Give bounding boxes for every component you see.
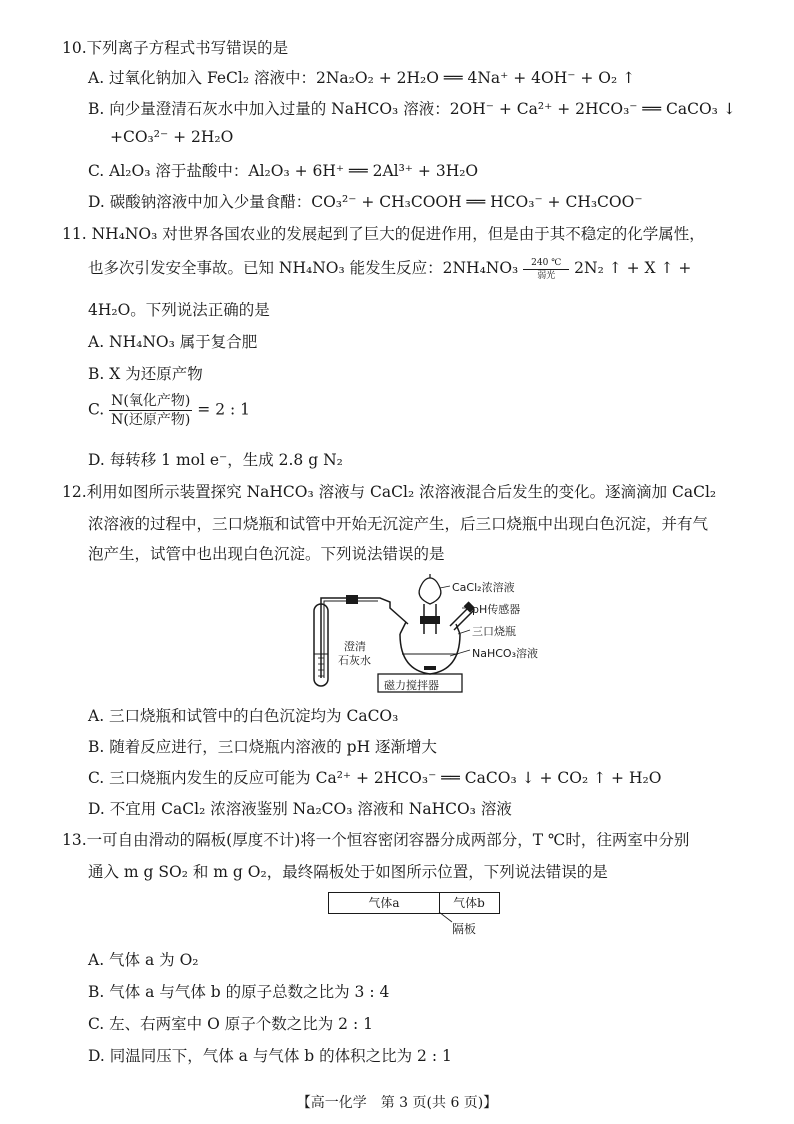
label-flask: 三口烧瓶 <box>472 625 516 638</box>
label-gas-a: 气体a <box>368 896 400 910</box>
q10-option-d: D. 碳酸钠溶液中加入少量食醋：CO₃²⁻ + CH₃COOH ══ HCO₃⁻ + CH₃COO⁻ <box>88 193 643 211</box>
q11-option-c <box>88 392 250 429</box>
q10-stem: 10.下列离子方程式书写错误的是 <box>62 39 289 57</box>
q10-option-b-cont: +CO₃²⁻ + 2H₂O <box>110 128 234 146</box>
q10-option-c: C. Al₂O₃ 溶于盐酸中：Al₂O₃ + 6H⁺ ══ 2Al³⁺ + 3H₂O <box>88 162 479 180</box>
container-figure <box>328 892 500 914</box>
q12-line2: 浓溶液的过程中，三口烧瓶和试管中开始无沉淀产生，后三口烧瓶中出现白色沉淀，并有气 <box>88 515 709 533</box>
arrow-condition-bottom: 弱光 <box>537 270 556 281</box>
q13-option-b: B. 气体 a 与气体 b 的原子总数之比为 3 : 4 <box>88 983 390 1001</box>
q11-option-d: D. 每转移 1 mol e⁻，生成 2.8 g N₂ <box>88 451 343 469</box>
label-gas-b: 气体b <box>453 896 485 910</box>
gas-a-chamber <box>329 893 440 913</box>
q12-option-a: A. 三口烧瓶和试管中的白色沉淀均为 CaCO₃ <box>88 707 399 725</box>
label-nahco3: NaHCO₃溶液 <box>472 647 538 660</box>
q11-line1: 11. NH₄NO₃ 对世界各国农业的发展起到了巨大的促进作用，但是由于其不稳定的化学属性， <box>62 225 705 243</box>
label-cacl2: CaCl₂浓溶液 <box>452 581 515 594</box>
label-limewater-2: 石灰水 <box>338 654 371 667</box>
q12-line3: 泡产生，试管中也出现白色沉淀。下列说法错误的是 <box>88 545 445 563</box>
q12-option-c: C. 三口烧瓶内发生的反应可能为 Ca²⁺ + 2HCO₃⁻ ══ CaCO₃ ↓ + CO₂ ↑ + H₂O <box>88 769 662 787</box>
q11-option-c-suffix: = 2 : 1 <box>197 400 251 419</box>
q11-line3: 4H₂O。下列说法正确的是 <box>88 301 270 319</box>
q13-option-d: D. 同温同压下，气体 a 与气体 b 的体积之比为 2 : 1 <box>88 1047 452 1065</box>
dropping-funnel <box>419 578 441 604</box>
fraction-numerator: N(氧化产物) <box>111 393 191 409</box>
q11-line2a: 也多次引发安全事故。已知 NH₄NO₃ 能发生反应：2NH₄NO₃ <box>88 259 519 277</box>
reaction-arrow <box>523 258 569 281</box>
q13-line2: 通入 m g SO₂ 和 m g O₂，最终隔板处于如图所示位置，下列说法错误的是 <box>88 863 608 881</box>
label-partition: 隔板 <box>452 922 477 936</box>
q11-line2 <box>88 256 691 281</box>
label-stirrer: 磁力搅拌器 <box>384 679 439 692</box>
q11-option-a: A. NH₄NO₃ 属于复合肥 <box>88 333 258 351</box>
q13-option-c: C. 左、右两室中 O 原子个数之比为 2 : 1 <box>88 1015 373 1033</box>
page-footer: 【高一化学 第 3 页(共 6 页)】 <box>296 1095 498 1111</box>
q10-option-a: A. 过氧化钠加入 FeCl₂ 溶液中：2Na₂O₂ + 2H₂O ══ 4Na⁺ + 4OH⁻ + O₂ ↑ <box>88 69 636 87</box>
q12-option-b: B. 随着反应进行，三口烧瓶内溶液的 pH 逐渐增大 <box>88 738 438 756</box>
q13-option-a: A. 气体 a 为 O₂ <box>88 951 199 969</box>
q11-line2b: 2N₂ ↑ + X ↑ + <box>574 259 692 277</box>
gas-b-chamber <box>439 893 499 913</box>
label-ph-sensor: pH传感器 <box>472 603 521 616</box>
q13-line1: 13.一可自由滑动的隔板(厚度不计)将一个恒容密闭容器分成两部分，T ℃时，往两室中分别 <box>62 831 690 849</box>
q11-option-c-prefix: C. <box>88 400 105 419</box>
q12-line1: 12.利用如图所示装置探究 NaHCO₃ 溶液与 CaCl₂ 浓溶液混合后发生的变化。逐滴滴加 CaCl₂ <box>62 483 717 501</box>
fraction-denominator: N(还原产物) <box>111 412 191 428</box>
q11-option-b: B. X 为还原产物 <box>88 365 203 383</box>
arrow-condition-top: 240 ℃ <box>531 257 562 268</box>
label-limewater-1: 澄清 <box>344 640 366 653</box>
ratio-fraction <box>109 392 192 429</box>
q12-option-d: D. 不宜用 CaCl₂ 浓溶液鉴别 Na₂CO₃ 溶液和 NaHCO₃ 溶液 <box>88 800 512 818</box>
q10-option-b: B. 向少量澄清石灰水中加入过量的 NaHCO₃ 溶液：2OH⁻ + Ca²⁺ + 2HCO₃⁻ ══ CaCO₃ ↓ <box>88 100 736 118</box>
